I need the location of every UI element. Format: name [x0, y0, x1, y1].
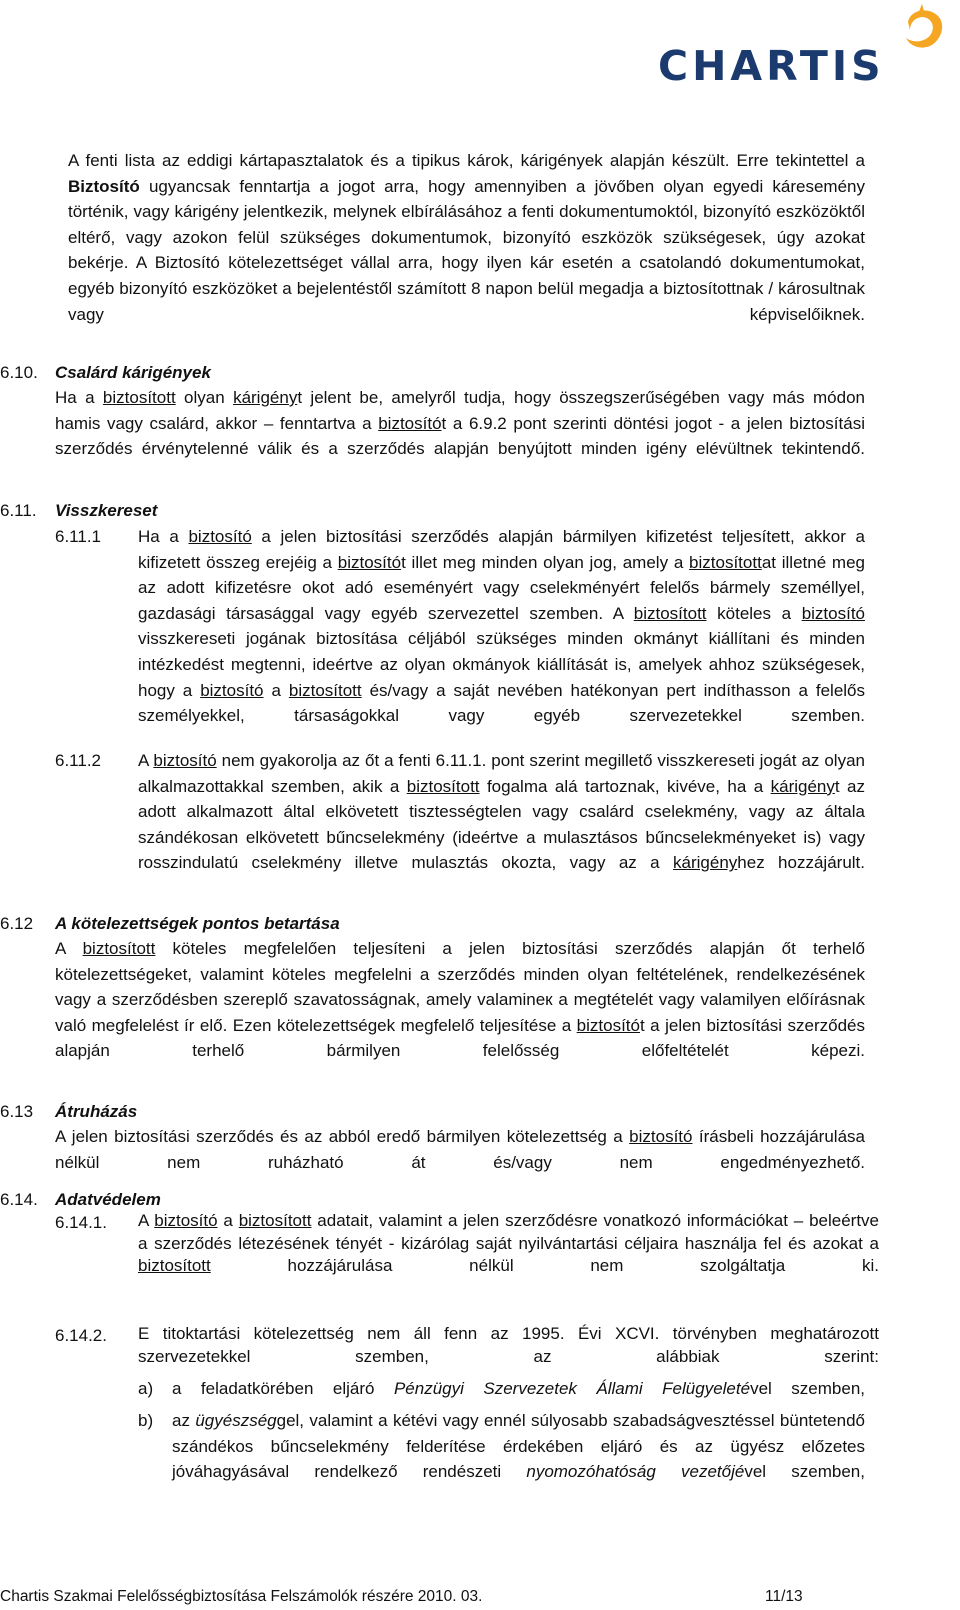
footer-document-title: Chartis Szakmai Felelősségbiztosítása Felszámolók részére 2010. 03. — [0, 1588, 483, 1605]
subsection-number-6-14-1: 6.14.1. — [55, 1213, 107, 1232]
chartis-logo — [658, 0, 960, 90]
section-title-6-14: Adatvédelem — [55, 1190, 161, 1209]
subsection-body-6-14-2: E titoktartási kötelezettség nem áll fenn az 1995. Évi XCVI. törvényben meghatározott szervezetekkel szemben, az alábbiak szerint: — [138, 1324, 879, 1366]
section-title-6-12: A kötelezettségek pontos betartása — [55, 914, 340, 933]
section-number-6-11: 6.11. — [0, 501, 37, 520]
subsection-number-6-14-2: 6.14.2. — [55, 1326, 107, 1345]
section-title-6-13: Átruházás — [55, 1102, 138, 1121]
section-body-6-10: Ha a biztosított olyan kárigényt jelent be, amelyről tudja, hogy összegszerűségében vagy más módon hamis vagy csalárd, akkor – fenntartva a biztosítót a 6.9.2 pont szerinti döntési jogot - a jelen biztosítási szerződés érvénytelenné válik és a szerződés alapján benyújtott minden igény elévültnek tekintendő. — [55, 388, 865, 459]
section-body-6-13: A jelen biztosítási szerződés és az abból eredő bármilyen kötelezettség a biztosító írásbeli hozzájárulása nélkül nem ruházható át és/vagy nem engedményezhető. — [55, 1127, 865, 1172]
section-title-6-10: Csalárd kárigények — [55, 363, 211, 382]
subsection-body-6-11-1: Ha a biztosító a jelen biztosítási szerződés alapján bármilyen kifizetést teljesített, akkor a kifizetett összeg erejéig a biztosítót illet meg minden olyan jog, amely a biztosítottat illetné meg az adott kifizetésre okot adó eseményért vagy cselekményért felelős bármely személlyel, gazdasági társasággal vagy egyéb szervezettel szemben. A biztosított köteles a biztosító visszkereseti jogának biztosítása céljából szükséges minden okmányt kiállítani és minden intézkedést megtenni, ideértve az olyan okmányok kiállítását is, amelyek ahhoz szükségesek, hogy a biztosító a biztosított és/vagy a saját nevében hatékonyan pert indíthasson a felelős személyekkel, társaságokkal vagy egyéb szervezetekkel szemben. — [138, 527, 866, 726]
section-body-6-12: A biztosított köteles megfelelően teljesíteni a jelen biztosítási szerződés alapján őt terhelő kötelezettségeket, valamint köteles megfelelni a szerződés minden olyan feltételének, rendelkezésének vagy a szerződésben szereplő szavatosságnak, amely valamineк a megtételét vagy valamilyen előírásnak való megfelelést ír elő. Ezen kötelezettségek megfelelő teljesítése a biztosítót a jelen biztosítási szerződés alapján terhelő bármilyen felelősség előfeltételét képezi. — [55, 939, 865, 1061]
list-item-b-label: b) — [138, 1411, 154, 1430]
section-number-6-14: 6.14. — [0, 1190, 38, 1209]
subsection-number-6-11-2: 6.11.2 — [55, 751, 102, 770]
logo-wordmark: CHARTIS — [658, 42, 885, 90]
section-title-6-11: Visszkereset — [55, 501, 158, 520]
list-item-a-label: a) — [138, 1379, 154, 1398]
subsection-number-6-11-1: 6.11.1 — [55, 527, 102, 546]
section-number-6-10: 6.10. — [0, 363, 38, 382]
subsection-body-6-11-2: A biztosító nem gyakorolja az őt a fenti 6.11.1. pont szerint megillető visszkereseti jogát az olyan alkalmazottakkal szemben, akik a biztosított fogalma alá tartoznak, kivéve, ha a kárigényt az adott alkalmazott által elkövetett tisztességtelen vagy csalárd cselekmény, vagy az általa szándékosan elkövetett bűncselekmény (ideértve a mulasztásos bűncselekményeket is) vagy rosszindulatú cselekmény illetve mulasztás okozta, vagy az a kárigényhez hozzájárult. — [138, 751, 865, 873]
section-number-6-12: 6.12 — [0, 914, 34, 933]
footer-page-number: 11/13 — [765, 1588, 803, 1605]
subsection-body-6-14-1: A biztosító a biztosított adatait, valamint a jelen szerződésre vonatkozó információkat – beleértve a szerződés létezésének tényét - kizárólag saját nyilvántartási céljaira használja fel és azokat a biztosított hozzájárulása nélkül nem szolgáltatja ki. — [138, 1211, 880, 1275]
logo-swirl-icon — [888, 0, 950, 56]
list-item-b: az ügyészséggel, valamint a kétévi vagy ennél súlyosabb szabadságvesztéssel büntetendő szándékos bűncselekmény felderítése érdekében eljáró és az ügyész előzetes jóváhagyásával rendelkező rendészeti nyomozóhatóság vezetőjével szemben, — [172, 1411, 865, 1482]
list-item-a: a feladatkörében eljáró Pénzügyi Szervezetek Állami Felügyeletével szemben, — [172, 1379, 865, 1398]
section-number-6-13: 6.13 — [0, 1102, 34, 1121]
intro-paragraph: A fenti lista az eddigi kártapasztalatok és a tipikus károk, kárigények alapján készült. Erre tekintettel a Biztosító ugyancsak fenntartja a jogot arra, hogy amennyiben a jövőben olyan egyedi káresemény történik, vagy kárigény jelentkezik, melynek elbírálásához a fenti dokumentumoktól, bizonyító eszközöktől eltérő, vagy azokon felül szükséges dokumentumok, bizonyító eszközök szükségesek, úgy azokat bekérje. A Biztosító kötelezettséget vállal arra, hogy ilyen kár esetén a csatolandó dokumentumokat, egyéb bizonyító eszközöket a bejelentéstől számított 8 napon belül megadja a biztosítottnak / károsultnak vagy képviselőiknek. — [68, 151, 865, 324]
